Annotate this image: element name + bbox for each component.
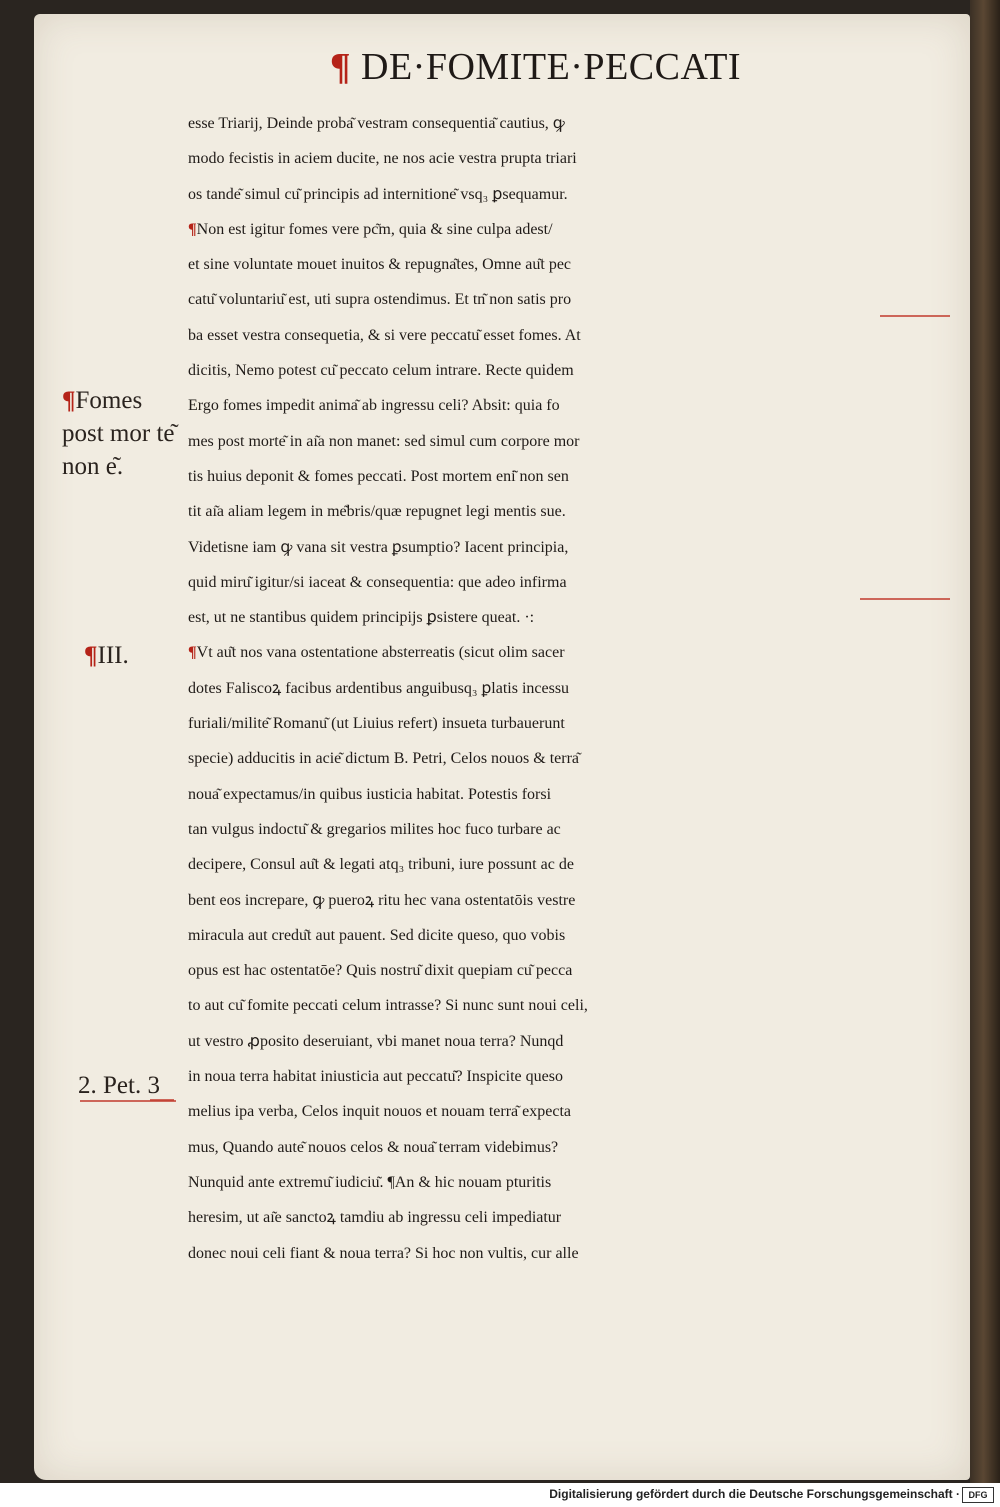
line-text: Non est igitur fomes vere pc͂m, quia & sine culpa adest/ (196, 220, 553, 238)
text-line (188, 177, 948, 212)
line-text: Ergo fomes impedit anima͂ ab ingressu celi? Absit: quia fo (188, 397, 560, 415)
text-line (188, 1024, 948, 1059)
line-text: os tande͂ simul cu͂ principis ad internitione͂ vsq₃ ꝑsequamur. (188, 185, 568, 203)
line-text: donec noui celi fiant & noua terra? Si hoc non vultis, cur alle (188, 1244, 579, 1262)
text-line (188, 353, 948, 388)
text-line (188, 141, 948, 176)
text-line (188, 741, 948, 776)
line-text: specie) adducitis in acie͂ dictum B. Petri, Celos nouos & terra͂ (188, 750, 580, 768)
text-line (188, 565, 948, 600)
dfg-logo: DFG (962, 1487, 994, 1503)
text-line (188, 1059, 948, 1094)
line-text: quid miru͂ igitur/si iaceat & consequentia: que adeo infirma (188, 573, 567, 591)
text-line (188, 883, 948, 918)
line-text: mus, Quando aute͂ nouos celos & noua͂ terram videbimus? (188, 1138, 559, 1156)
line-text: noua͂ expectamus/in quibus iusticia habitat. Potestis forsi (188, 785, 552, 803)
text-line (188, 1165, 948, 1200)
line-text: ba esset vestra consequetia, & si vere peccatu͂ esset fomes. At (188, 326, 581, 344)
line-text: furiali/milite͂ Romanu͂ (ut Liuius refert) insueta turbauerunt (188, 715, 565, 733)
line-text: melius ipa verba, Celos inquit nouos et nouam terra͂ expecta (188, 1103, 571, 1121)
book-spine (970, 0, 1000, 1483)
text-line (188, 282, 948, 317)
line-text: dicitis, Nemo potest cu͂ peccato celum intrare. Recte quidem (188, 362, 574, 380)
line-text: mes post morte͂ in aı͂a non manet: sed simul cum corpore mor (188, 432, 580, 450)
paragraph-mark: ¶ (188, 220, 197, 238)
page-heading (330, 42, 850, 92)
text-line (188, 1094, 948, 1129)
text-line (188, 1130, 948, 1165)
margin-note-text: III. (97, 642, 129, 669)
line-text: modo fecistis in aciem ducite, ne nos acie vestra prupta triari (188, 150, 577, 168)
heading-paragraph-mark: ¶ (330, 46, 352, 88)
text-line (188, 106, 948, 141)
text-line (188, 988, 948, 1023)
heading-text: DE·FOMITE·PECCATI (361, 46, 742, 88)
text-line (188, 918, 948, 953)
line-text: to aut cu͂ fomite peccati celum intrasse? Si nunc sunt noui celi, (188, 997, 588, 1015)
text-line (188, 318, 948, 353)
line-text: in noua terra habitat iniusticia aut peccatu͂? Inspicite queso (188, 1068, 563, 1086)
margin-note-mark: ¶ (84, 642, 98, 669)
line-text: dotes Faliscoꝝ facibus ardentibus anguibusq₃ ꝑlatis incessu (188, 679, 570, 697)
text-line (188, 247, 948, 282)
line-text: bent eos increpare, ꝙ pueroꝝ ritu hec vana ostentatōis vestre (188, 891, 576, 909)
line-text: heresim, ut aı͂e sanctoꝝ tamdiu ab ingressu celi impediatur (188, 1209, 562, 1227)
text-line (188, 812, 948, 847)
margin-note-text: Fomes post mor te͂ non e͂. (62, 387, 175, 480)
text-line (188, 459, 948, 494)
line-text: tit aı͂a aliam legem in me͂bris/quæ repugnet legi mentis sue. (188, 503, 566, 521)
text-line (188, 635, 948, 670)
margin-note-mark: ¶ (62, 387, 76, 414)
text-line (188, 530, 948, 565)
text-line (188, 1200, 948, 1235)
line-text: et sine voluntate mouet inuitos & repugna͂tes, Omne au͂t pec (188, 256, 572, 274)
line-text: esse Triarij, Deinde proba͂ vestram consequentia͂ cautius, ꝙ (188, 115, 565, 132)
text-line (188, 847, 948, 882)
margin-note-text: 2. Pet. 3 (78, 1072, 160, 1099)
text-line (188, 1236, 948, 1271)
text-line (188, 212, 948, 247)
text-line (188, 424, 948, 459)
text-line (188, 706, 948, 741)
margin-note-fomes (62, 384, 182, 483)
line-text: Videtisne iam ꝙ vana sit vestra ꝑsumptio? Iacent principia, (188, 538, 569, 556)
text-line (188, 671, 948, 706)
margin-underline (80, 1100, 176, 1102)
line-text: Vt au͂t nos vana ostentatione absterreatis (sicut olim sacer (196, 644, 565, 662)
funding-credit: Digitalisierung gefördert durch die Deutsche Forschungsgemeinschaft · (549, 1487, 960, 1501)
line-text: ut vestro ꝓposito deseruiant, vbi manet noua terra? Nunqd (188, 1032, 564, 1050)
text-line (188, 388, 948, 423)
text-line (188, 777, 948, 812)
line-text: est, ut ne stantibus quidem principijs ꝑsistere queat. ·: (188, 609, 535, 627)
line-text: Nunquid ante extremu͂ iudiciu͂. ¶An & hic nouam pturitis (188, 1173, 552, 1191)
text-line (188, 953, 948, 988)
line-text: decipere, Consul au͂t & legati atq₃ tribuni, iure possunt ac de (188, 856, 574, 874)
line-text: opus est hac ostentatōe? Quis nostru͂ dixit quepiam cu͂ pecca (188, 962, 573, 980)
main-text-block (188, 106, 948, 1271)
line-text: tis huius deponit & fomes peccati. Post mortem eni͂ non sen (188, 467, 569, 485)
margin-note-section-number (84, 640, 129, 672)
line-end-flourish (860, 598, 950, 600)
margin-note-scripture-reference (78, 1070, 160, 1102)
line-end-flourish (880, 315, 950, 317)
text-line (188, 494, 948, 529)
line-text: tan vulgus indoctu͂ & gregarios milites hoc fuco turbare ac (188, 820, 561, 838)
line-text: catu͂ voluntariu͂ est, uti supra ostendimus. Et tn͂ non satis pro (188, 291, 572, 309)
line-text: miracula aut credu͂t aut pauent. Sed dicite queso, quo vobis (188, 926, 566, 944)
paragraph-mark: ¶ (188, 644, 197, 662)
text-line (188, 600, 948, 635)
